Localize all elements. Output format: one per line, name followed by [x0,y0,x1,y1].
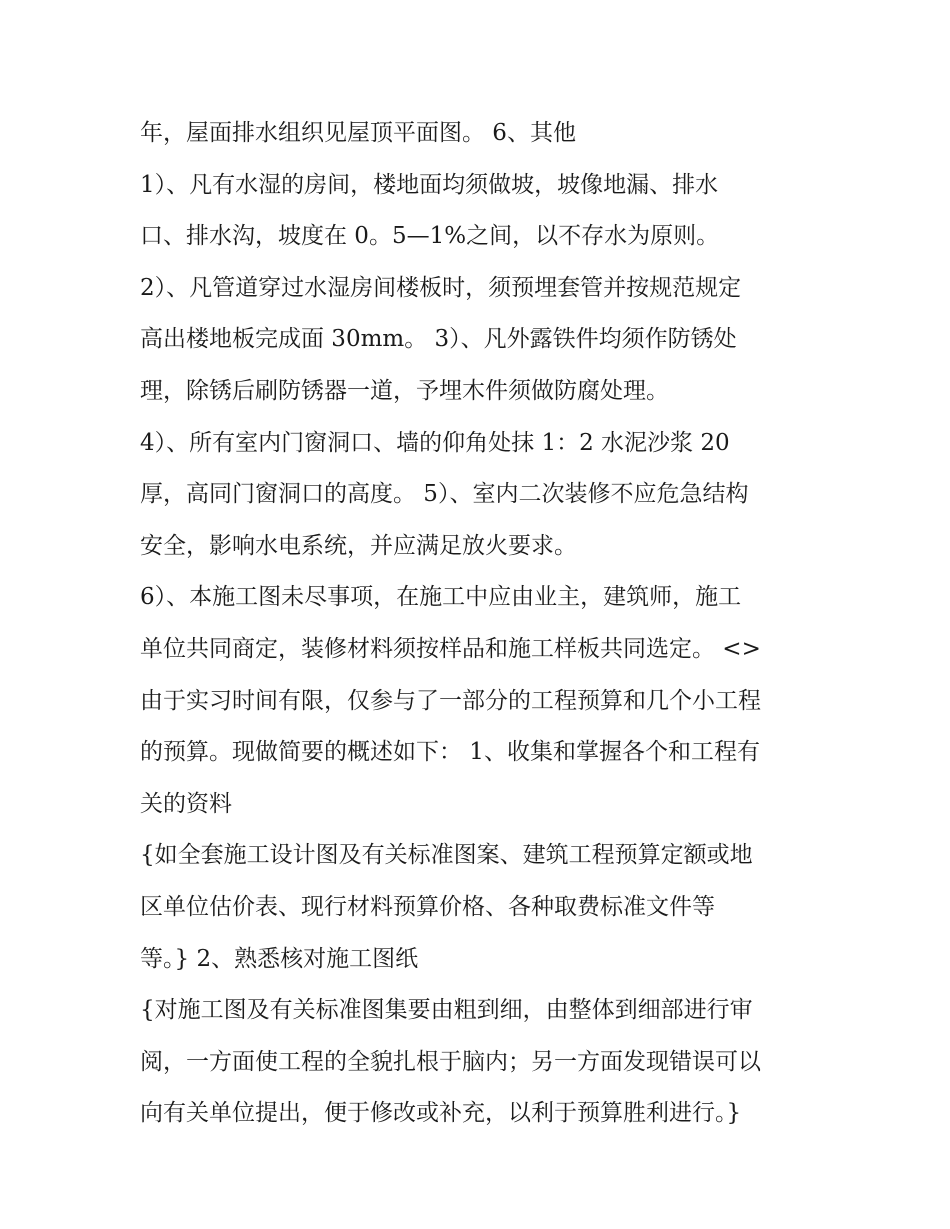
text-line: 2）、凡管道穿过水湿房间楼板时，须预埋套管并按规范规定 [140,274,742,301]
text-line: {对施工图及有关标准图集要由粗到细，由整体到细部进行审 [140,997,753,1024]
text-line: 6）、本施工图未尽事项，在施工中应由业主，建筑师，施工 [140,584,742,611]
text-line: 向有关单位提出，便于修改或补充，以利于预算胜利进行。} [140,1100,742,1127]
text-line: 由于实习时间有限，仅参与了一部分的工程预算和几个小工程 [140,687,761,714]
text-line: 1）、凡有水湿的房间，楼地面均须做坡，坡像地漏、排水 [140,171,719,198]
text-line: 阅，一方面使工程的全貌扎根于脑内；另一方面发现错误可以 [140,1048,761,1075]
text-line: 等。} 2、熟悉核对施工图纸 [140,945,419,972]
text-line: 关的资料 [140,790,232,817]
text-line: 4）、所有室内门窗洞口、墙的仰角处抹 1：2 水泥沙浆 20 [140,429,730,456]
text-line: 区单位估价表、现行材料预算价格、各种取费标准文件等 [140,893,715,920]
text-line: 高出楼地板完成面 30mm。 3）、凡外露铁件均须作防锈处 [140,326,737,353]
text-line: 安全，影响水电系统，并应满足放火要求。 [140,532,577,559]
text-line: 单位共同商定，装修材料须按样品和施工样板共同选定。 <> [140,635,761,662]
text-line: 口、排水沟，坡度在 0。5—1%之间，以不存水为原则。 [140,223,720,250]
text-line: 的预算。现做简要的概述如下： 1、收集和掌握各个和工程有 [140,739,760,766]
text-line: 理，除锈后刷防锈器一道，予埋木件须做防腐处理。 [140,377,669,404]
text-line: 厚，高同门窗洞口的高度。 5）、室内二次装修不应危急结构 [140,481,749,508]
text-line: {如全套施工设计图及有关标准图案、建筑工程预算定额或地 [140,842,753,869]
body-text [140,108,830,1140]
text-line: 年，屋面排水组织见屋顶平面图。 6、其他 [140,120,576,146]
